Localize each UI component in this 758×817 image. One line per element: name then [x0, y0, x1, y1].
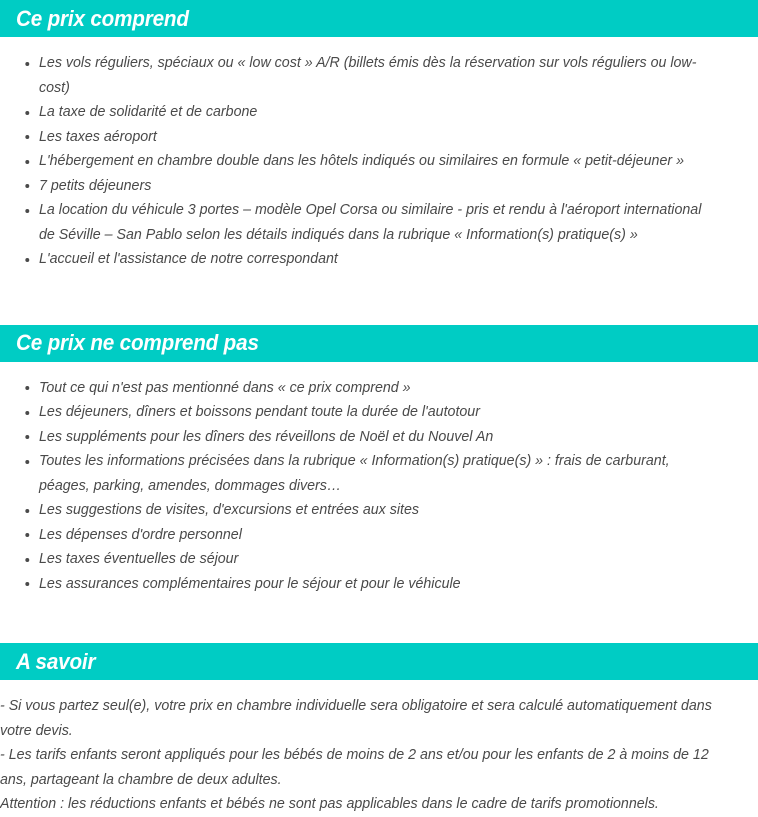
list-item: Les assurances complémentaires pour le séjour et pour le véhicule: [0, 572, 739, 597]
list-item: Tout ce qui n'est pas mentionné dans « ce prix comprend »: [0, 376, 739, 401]
spacer-after-bar-1: [0, 37, 758, 51]
section-header-bar-included: [0, 0, 758, 37]
spacer-between-section-1-2: [0, 272, 758, 325]
section-body-included: [0, 51, 758, 272]
spacer-between-section-2-3: [0, 596, 758, 643]
list-item: Les taxes aéroport: [0, 125, 739, 150]
note-paragraph: Attention : les réductions enfants et bébés ne sont pas applicables dans le cadre de tarifs promotionnels.: [0, 796, 659, 812]
list-item: 7 petits déjeuners: [0, 174, 739, 199]
note-paragraph: - Si vous partez seul(e), votre prix en chambre individuelle sera obligatoire et sera calculé automatiquement dans votre devis.: [0, 698, 712, 739]
section-body-excluded: [0, 376, 758, 597]
note-paragraph: - Les tarifs enfants seront appliqués pour les bébés de moins de 2 ans et/ou pour les enfants de 2 à moins de 12 ans, partageant la chambre de deux adultes.: [0, 747, 709, 788]
section-ce-prix-ne-comprend-pas: [0, 325, 758, 597]
list-item: Les déjeuners, dîners et boissons pendant toute la durée de l'autotour: [0, 400, 739, 425]
list-item: Les vols réguliers, spéciaux ou « low cost » A/R (billets émis dès la réservation sur vols réguliers ou low-cost): [0, 51, 739, 100]
spacer-after-bar-2: [0, 362, 758, 376]
spacer-after-bar-3: [0, 680, 758, 694]
list-item: L'hébergement en chambre double dans les hôtels indiqués ou similaires en formule « petit-déjeuner »: [0, 149, 739, 174]
section-title-included: Ce prix comprend: [16, 5, 189, 31]
list-item: Les suggestions de visites, d'excursions et entrées aux sites: [0, 498, 739, 523]
excluded-list: [0, 376, 758, 597]
good-to-know-notes: [0, 694, 758, 817]
list-item: La location du véhicule 3 portes – modèle Opel Corsa ou similaire - pris et rendu à l'aéroport international de Séville – San Pablo selon les détails indiqués dans la rubrique « Information(s) pratique(s) »: [0, 198, 739, 247]
section-a-savoir: [0, 643, 758, 817]
section-title-excluded: Ce prix ne comprend pas: [16, 330, 259, 355]
list-item: Les dépenses d'ordre personnel: [0, 523, 739, 548]
included-list: [0, 51, 758, 272]
list-item: La taxe de solidarité et de carbone: [0, 100, 739, 125]
list-item: Les suppléments pour les dîners des réveillons de Noël et du Nouvel An: [0, 425, 739, 450]
list-item: Toutes les informations précisées dans la rubrique « Information(s) pratique(s) » : frais de carburant, péages, parking, amendes, dommages divers…: [0, 449, 739, 498]
list-item: Les taxes éventuelles de séjour: [0, 547, 739, 572]
section-title-good-to-know: A savoir: [16, 648, 96, 674]
section-header-bar-excluded: [0, 325, 758, 362]
list-item: L'accueil et l'assistance de notre correspondant: [0, 247, 739, 272]
section-header-bar-good-to-know: [0, 643, 758, 680]
section-ce-prix-comprend: [0, 0, 758, 272]
